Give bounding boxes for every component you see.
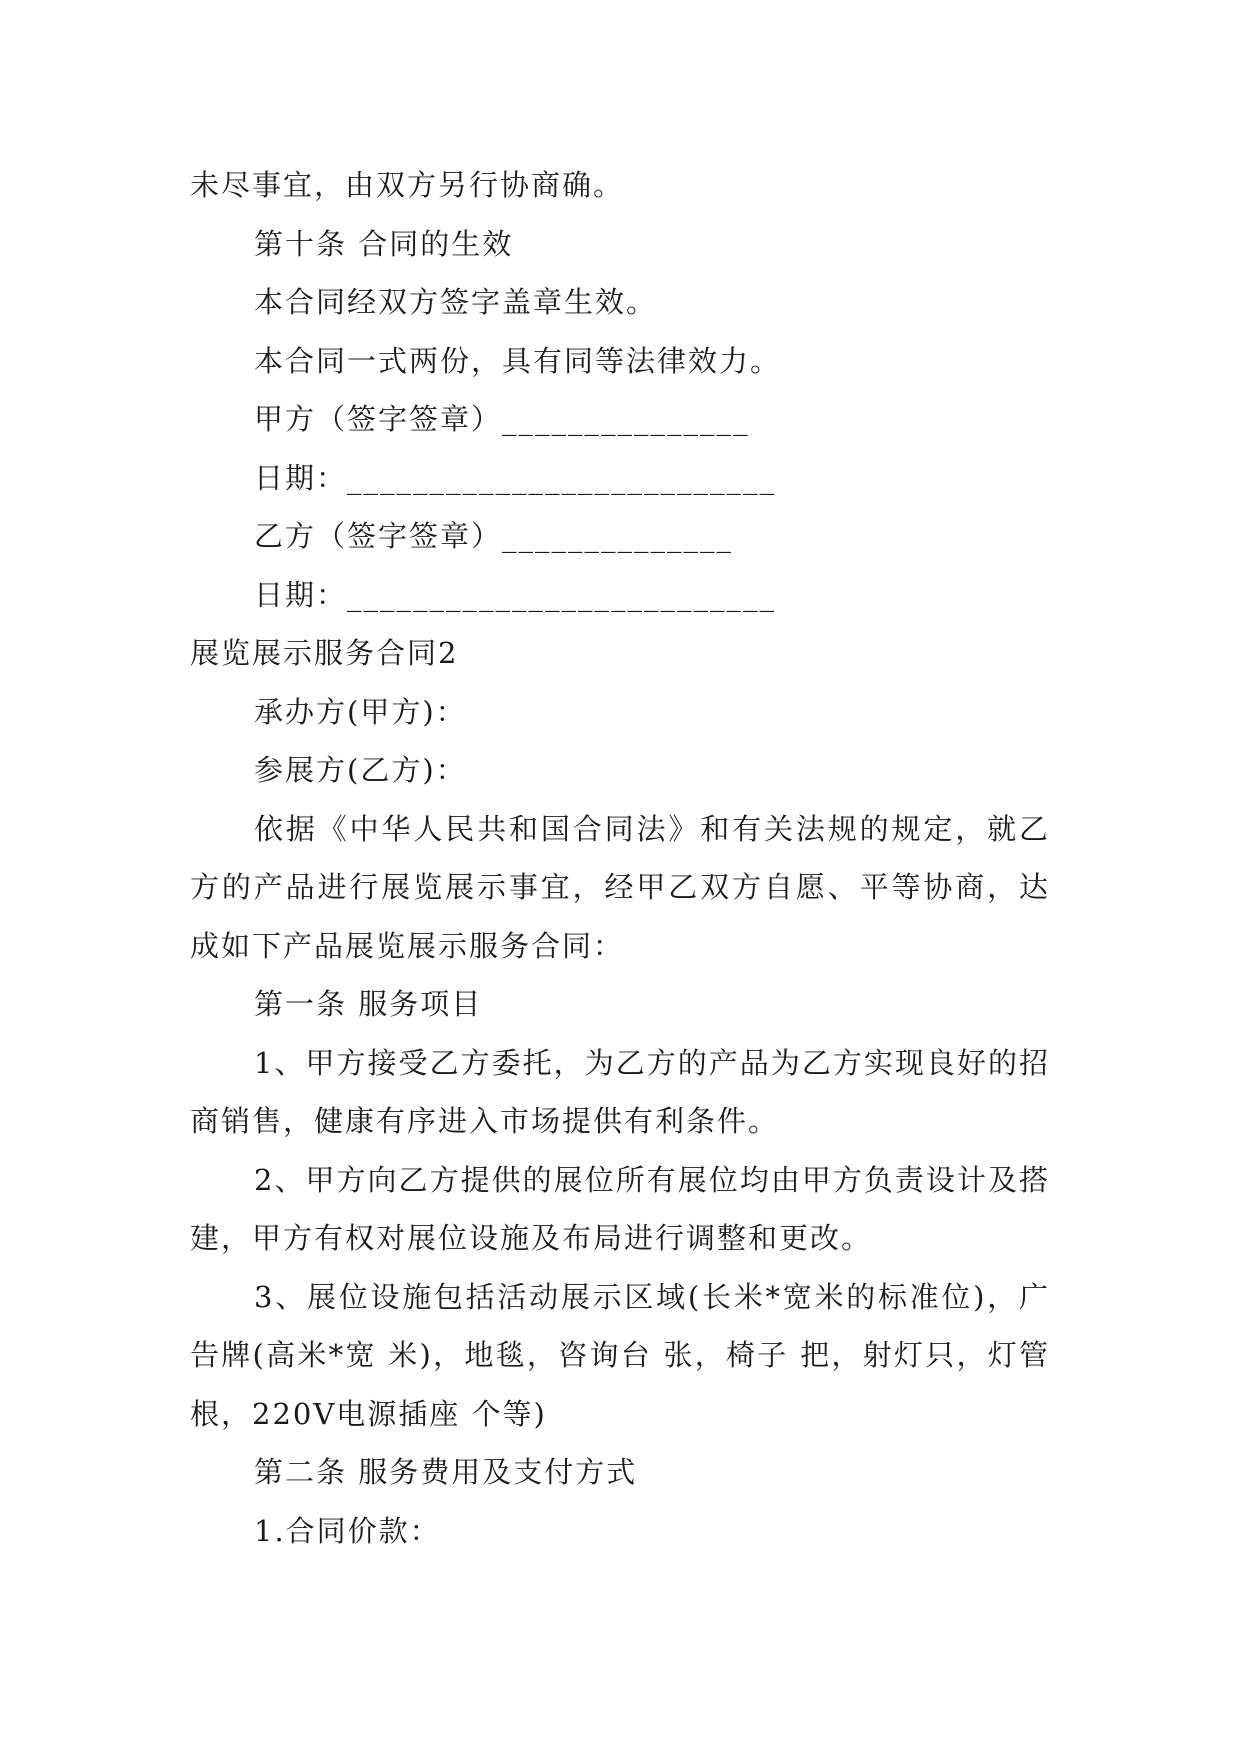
party-a-date-line: 日期：__________________________: [254, 460, 777, 495]
article-1-heading: 第一条 服务项目: [254, 987, 483, 1021]
article-2-item-1: 1.合同价款：: [254, 1513, 441, 1548]
paragraph-preamble: 依据《中华人民共和国合同法》和有关法规的规定，就乙方的产品进行展览展示事宜，经甲乙双方自愿、平等协商，达成如下产品展览展示服务合同：: [190, 811, 1050, 963]
paragraph-effective: 本合同经双方签字盖章生效。: [254, 285, 658, 319]
paragraph-remaining-matters: 未尽事宜，由双方另行协商确。: [190, 168, 625, 202]
article-1-item-1: 1、甲方接受乙方委托，为乙方的产品为乙方实现良好的招商销售，健康有序进入市场提供有利条件。: [190, 1045, 1050, 1138]
party-b-date-line: 日期：__________________________: [254, 577, 777, 612]
exhibitor-party-b: 参展方(乙方)：: [254, 753, 467, 787]
party-a-signature-line: 甲方（签字签章）_______________: [254, 402, 750, 436]
article-1-item-2: 2、甲方向乙方提供的展位所有展位均由甲方负责设计及搭建，甲方有权对展位设施及布局进行调整和更改。: [190, 1162, 1050, 1255]
document-body: [190, 156, 1062, 1560]
paragraph-copies: 本合同一式两份，具有同等法律效力。: [254, 343, 782, 378]
article-10-heading: 第十条 合同的生效: [254, 226, 514, 261]
organizer-party-a: 承办方(甲方)：: [254, 694, 467, 729]
article-2-heading: 第二条 服务费用及支付方式: [254, 1455, 638, 1489]
party-b-signature-line: 乙方（签字签章）______________: [254, 519, 734, 553]
article-1-item-3: 3、展位设施包括活动展示区域(长米*宽米的标准位)，广告牌(高米*宽 米)，地毯，咨询台 张，椅子 把，射灯只，灯管 根，220V电源插座 个等): [190, 1279, 1062, 1431]
contract-2-title: 展览展示服务合同2: [190, 636, 459, 670]
